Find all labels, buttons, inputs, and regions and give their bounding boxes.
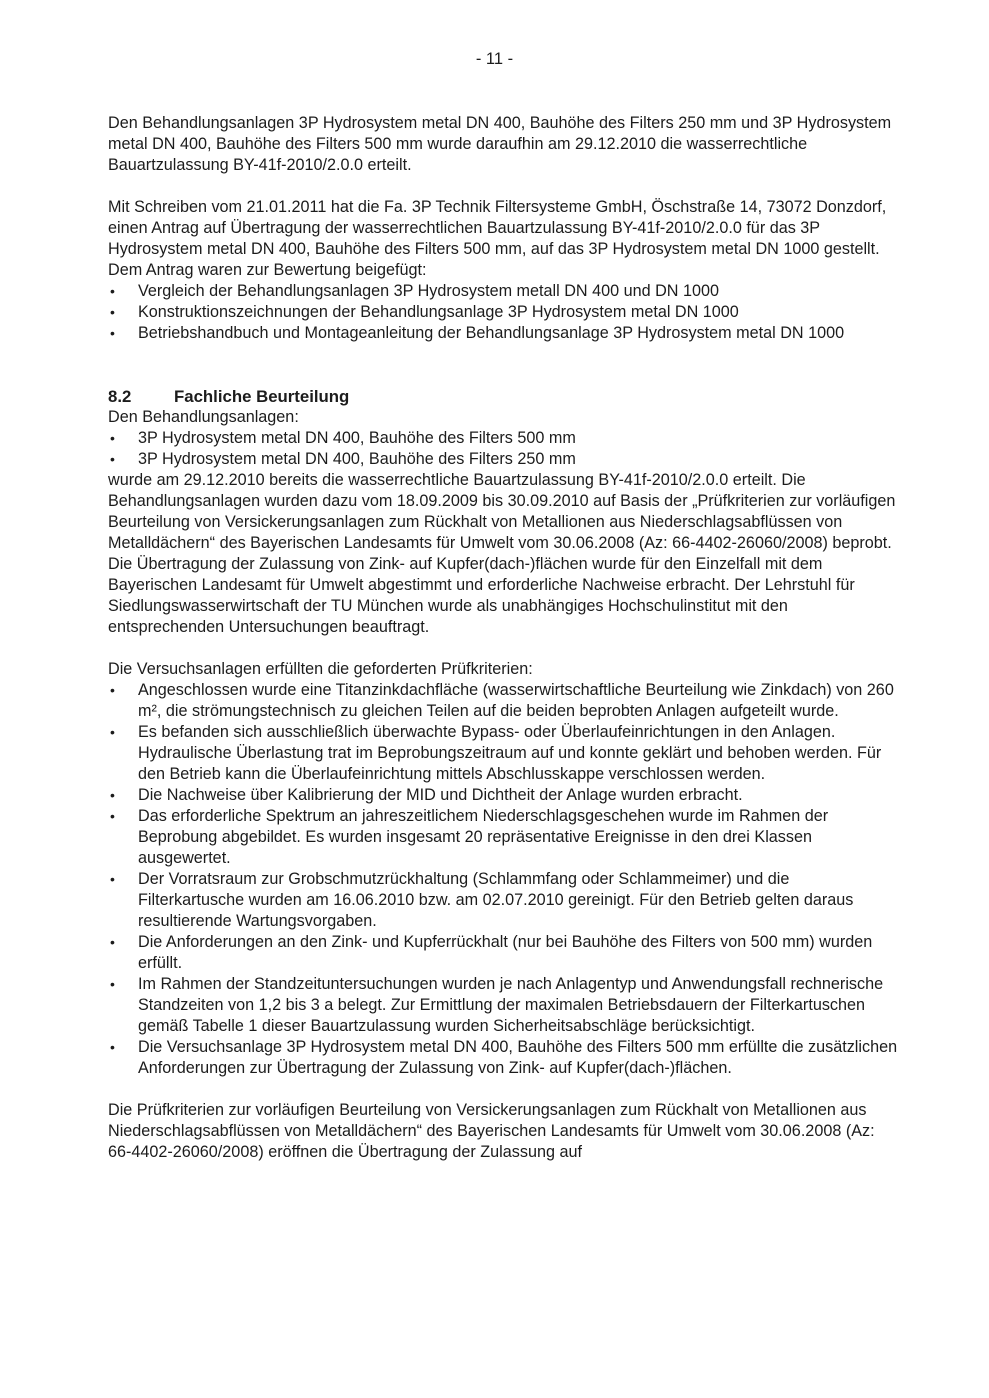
section-heading [108, 386, 898, 407]
list-item: • Angeschlossen wurde eine Titanzinkdachfläche (wasserwirtschaftliche Beurteilung wie Zinkdach) von 260 m², die strömungstechnisch zu gleichen Teilen auf die beiden beprobten Anlagen aufgeteilt wurde. [110, 681, 894, 720]
bullet-icon: • [110, 283, 115, 299]
bullet-icon: • [110, 724, 115, 740]
list-item: • Konstruktionszeichnungen der Behandlungsanlage 3P Hydrosystem metal DN 1000 [110, 303, 739, 321]
bullet-icon: • [110, 976, 115, 992]
bullet-icon: • [110, 325, 115, 341]
section-paragraph-3: Die Prüfkriterien zur vorläufigen Beurteilung von Versickerungsanlagen zum Rückhalt von Metallionen aus Niederschlagsabflüssen von Metalldächern“ des Bayerischen Landesamts für Umwelt vom 30.06.2008 (Az: 66-4402-26060/2008) eröffnen die Übertragung der Zulassung auf [108, 1101, 875, 1161]
section-paragraph-2: Die Versuchsanlagen erfüllten die geforderten Prüfkriterien: [108, 660, 533, 678]
section-number: 8.2 [108, 387, 132, 406]
list-item: • Die Nachweise über Kalibrierung der MID und Dichtheit der Anlage wurden erbracht. [110, 786, 743, 804]
bullet-icon: • [110, 430, 115, 446]
bullet-icon: • [110, 304, 115, 320]
list-item: • Im Rahmen der Standzeituntersuchungen wurden je nach Anlagentyp und Anwendungsfall rechnerische Standzeiten von 1,2 bis 3 a belegt. Zur Ermittlung der maximalen Betriebsdauern der Filterkartuschen gemäß Tabelle 1 dieser Bauartzulassung wurden Sicherheitsabschläge berücksichtigt. [110, 975, 884, 1035]
section-title: Fachliche Beurteilung [174, 387, 350, 406]
list-item: • Es befanden sich ausschließlich überwachte Bypass- oder Überlaufeinrichtungen in den Anlagen. Hydraulische Überlastung trat im Beprobungszeitraum auf und konnte geklärt und behoben werden. Für den Betrieb kann die Überlaufeinrichtung mittels Abschlusskappe verschlossen werden. [110, 723, 882, 783]
system-list [108, 428, 898, 470]
bullet-icon: • [110, 1039, 115, 1055]
list-item: • 3P Hydrosystem metal DN 400, Bauhöhe des Filters 500 mm [110, 429, 576, 447]
list-item: • Der Vorratsraum zur Grobschmutzrückhaltung (Schlammfang oder Schlammeimer) und die Filterkartusche wurden am 16.06.2010 bzw. am 02.07.2010 gereinigt. Für den Betrieb gelten daraus resultierende Wartungsvorgaben. [110, 870, 854, 930]
page-body [108, 113, 898, 1163]
bullet-icon: • [110, 808, 115, 824]
list-item: • 3P Hydrosystem metal DN 400, Bauhöhe des Filters 250 mm [110, 450, 576, 468]
list-item: • Das erforderliche Spektrum an jahreszeitlichem Niederschlagsgeschehen wurde im Rahmen der Beprobung abgebildet. Es wurden insgesamt 20 repräsentative Ereignisse in den drei Klassen ausgewertet. [110, 807, 829, 867]
bullet-icon: • [110, 787, 115, 803]
page-number: - 11 - [475, 50, 514, 68]
bullet-icon: • [110, 871, 115, 887]
list-item: • Vergleich der Behandlungsanlagen 3P Hydrosystem metall DN 400 und DN 1000 [110, 282, 720, 300]
section-lead: Den Behandlungsanlagen: [108, 408, 299, 426]
bullet-icon: • [110, 682, 115, 698]
list-item: • Die Versuchsanlage 3P Hydrosystem metal DN 400, Bauhöhe des Filters 500 mm erfüllte die zusätzlichen Anforderungen zur Übertragung der Zulassung von Zink- auf Kupfer(dach-)flächen. [110, 1038, 898, 1077]
criteria-list [108, 680, 898, 1079]
intro-paragraph-2: Mit Schreiben vom 21.01.2011 hat die Fa. 3P Technik Filtersysteme GmbH, Öschstraße 14, 73072 Donzdorf, einen Antrag auf Übertragung der wasserrechtlichen Bauartzulassung BY-41f-2010/2.0.0 für das 3P Hydrosystem metal DN 400, Bauhöhe des Filters 500 mm, auf das 3P Hydrosystem metal DN 1000 gestellt. Dem Antrag waren zur Bewertung beigefügt: [108, 198, 887, 279]
list-item: • Betriebshandbuch und Montageanleitung der Behandlungsanlage 3P Hydrosystem metal DN 1000 [110, 324, 845, 342]
bullet-icon: • [110, 934, 115, 950]
bullet-icon: • [110, 451, 115, 467]
list-item: • Die Anforderungen an den Zink- und Kupferrückhalt (nur bei Bauhöhe des Filters von 500 mm) wurden erfüllt. [110, 933, 873, 972]
attachment-list [108, 281, 898, 344]
intro-paragraph-1: Den Behandlungsanlagen 3P Hydrosystem metal DN 400, Bauhöhe des Filters 250 mm und 3P Hydrosystem metal DN 400, Bauhöhe des Filters 500 mm wurde daraufhin am 29.12.2010 die wasserrechtliche Bauartzulassung BY-41f-2010/2.0.0 erteilt. [108, 114, 892, 174]
section-paragraph-1: wurde am 29.12.2010 bereits die wasserrechtliche Bauartzulassung BY-41f-2010/2.0.0 erteilt. Die Behandlungsanlagen wurden dazu vom 18.09.2009 bis 30.09.2010 auf Basis der „Prüfkriterien zur vorläufigen Beurteilung von Versickerungsanlagen zum Rückhalt von Metallionen aus Niederschlagsabflüssen von Metalldächern“ des Bayerischen Landesamts für Umwelt vom 30.06.2008 (Az: 66-4402-26060/2008) beprobt. Die Übertragung der Zulassung von Zink- auf Kupfer(dach-)flächen wurde für den Einzelfall mit dem Bayerischen Landesamt für Umwelt abgestimmt und erforderliche Nachweise erbracht. Der Lehrstuhl für Siedlungswasserwirtschaft der TU München wurde als unabhängiges Hochschulinstitut mit den entsprechenden Untersuchungen beauftragt. [108, 471, 896, 636]
